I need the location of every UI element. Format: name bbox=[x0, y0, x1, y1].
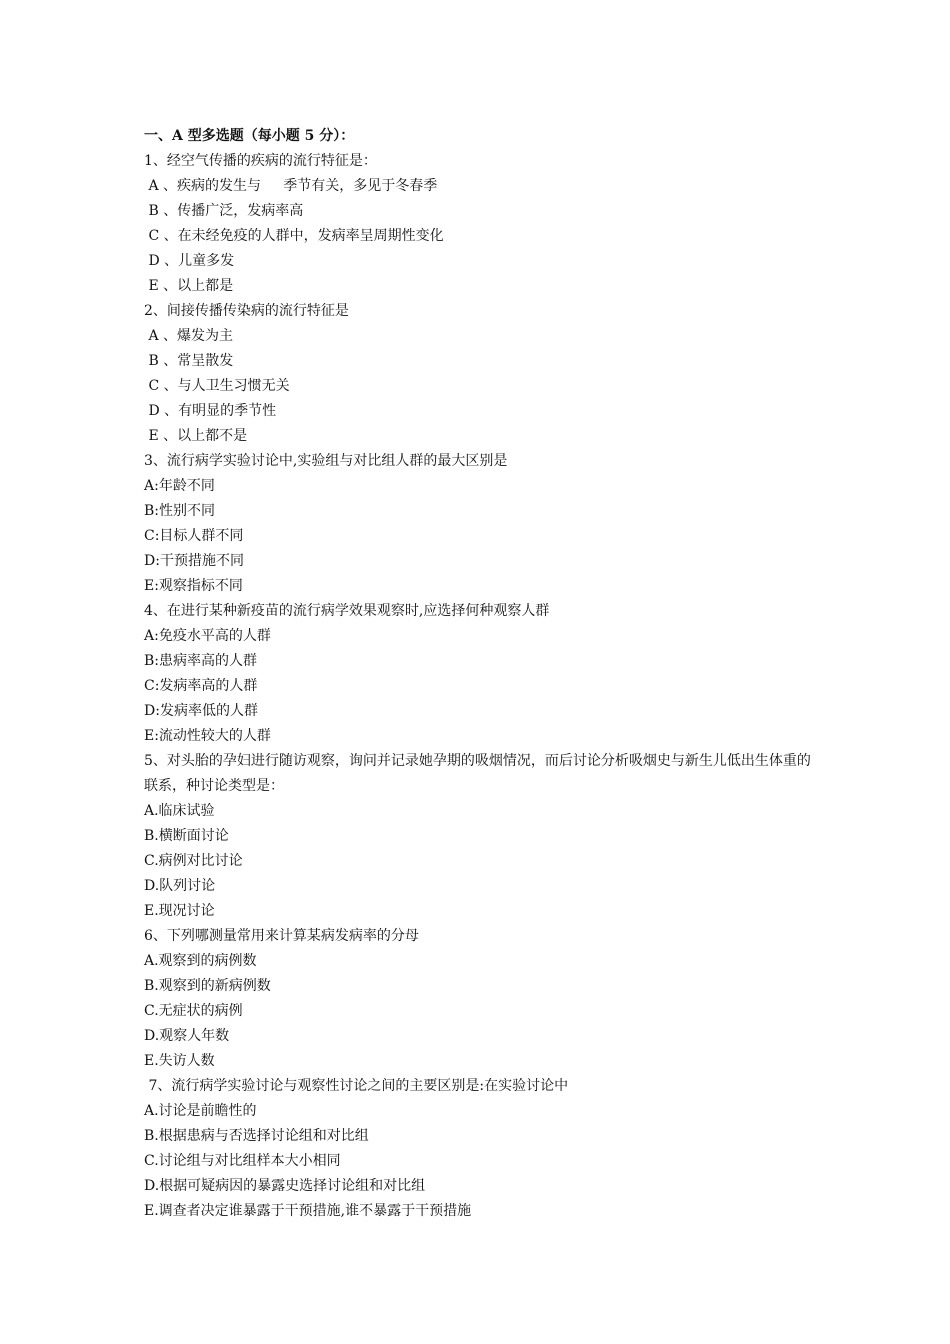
section-heading: 一、A 型多选题（每小题 5 分）： bbox=[144, 128, 355, 144]
question-stem: 4、在进行某种新疫苗的流行病学效果观察时,应选择何种观察人群 bbox=[144, 603, 550, 619]
option-item: B.观察到的新病例数 bbox=[144, 978, 271, 994]
option-item: A.讨论是前瞻性的 bbox=[144, 1103, 257, 1119]
option-item: D 、有明显的季节性 bbox=[144, 403, 277, 419]
option-item: A:年龄不同 bbox=[144, 478, 215, 494]
option-item: B 、常呈散发 bbox=[144, 353, 234, 369]
option-item: B 、传播广泛，发病率高 bbox=[144, 203, 304, 219]
option-item: D.队列讨论 bbox=[144, 878, 216, 894]
option-item: C.无症状的病例 bbox=[144, 1003, 243, 1019]
option-item: E 、以上都不是 bbox=[144, 428, 248, 444]
question-stem: 3、流行病学实验讨论中,实验组与对比组人群的最大区别是 bbox=[144, 453, 508, 469]
option-item: B.根据患病与否选择讨论组和对比组 bbox=[144, 1128, 369, 1144]
option-item: D:发病率低的人群 bbox=[144, 703, 258, 719]
option-item: A 、爆发为主 bbox=[144, 328, 234, 344]
option-item: D:干预措施不同 bbox=[144, 553, 244, 569]
question-stem: 2、间接传播传染病的流行特征是 bbox=[144, 303, 349, 319]
option-item: A:免疫水平高的人群 bbox=[144, 628, 271, 644]
option-item: C.讨论组与对比组样本大小相同 bbox=[144, 1153, 341, 1169]
option-item: D.观察人年数 bbox=[144, 1028, 230, 1044]
option-item: B:性别不同 bbox=[144, 503, 216, 519]
option-item: B.横断面讨论 bbox=[144, 828, 229, 844]
option-item: C:发病率高的人群 bbox=[144, 678, 258, 694]
option-item: B:患病率高的人群 bbox=[144, 653, 258, 669]
option-item: A.临床试验 bbox=[144, 803, 215, 819]
option-item: E.调查者决定谁暴露于干预措施,谁不暴露于干预措施 bbox=[144, 1203, 472, 1219]
question-stem: 6、下列哪测量常用来计算某病发病率的分母 bbox=[144, 928, 419, 944]
option-item: A 、疾病的发生与 季节有关，多见于冬春季 bbox=[144, 178, 438, 194]
option-item: C:目标人群不同 bbox=[144, 528, 244, 544]
question-stem: 7、流行病学实验讨论与观察性讨论之间的主要区别是:在实验讨论中 bbox=[144, 1078, 569, 1094]
option-item: C 、在未经免疫的人群中，发病率呈周期性变化 bbox=[144, 228, 444, 244]
question-stem: 1、经空气传播的疾病的流行特征是： bbox=[144, 153, 377, 169]
option-item: A.观察到的病例数 bbox=[144, 953, 257, 969]
option-item: E:观察指标不同 bbox=[144, 578, 243, 594]
option-item: D.根据可疑病因的暴露史选择讨论组和对比组 bbox=[144, 1178, 426, 1194]
option-item: E 、以上都是 bbox=[144, 278, 234, 294]
option-item: D 、儿童多发 bbox=[144, 253, 235, 269]
option-item: E.失访人数 bbox=[144, 1053, 215, 1069]
option-item: E.现况讨论 bbox=[144, 903, 215, 919]
document-content bbox=[144, 124, 814, 1224]
question-stem: 5、对头胎的孕妇进行随访观察，询问并记录她孕期的吸烟情况，而后讨论分析吸烟史与新生儿低出生体重的联系，种讨论类型是： bbox=[144, 753, 811, 794]
option-item: C.病例对比讨论 bbox=[144, 853, 243, 869]
option-item: C 、与人卫生习惯无关 bbox=[144, 378, 290, 394]
option-item: E:流动性较大的人群 bbox=[144, 728, 271, 744]
